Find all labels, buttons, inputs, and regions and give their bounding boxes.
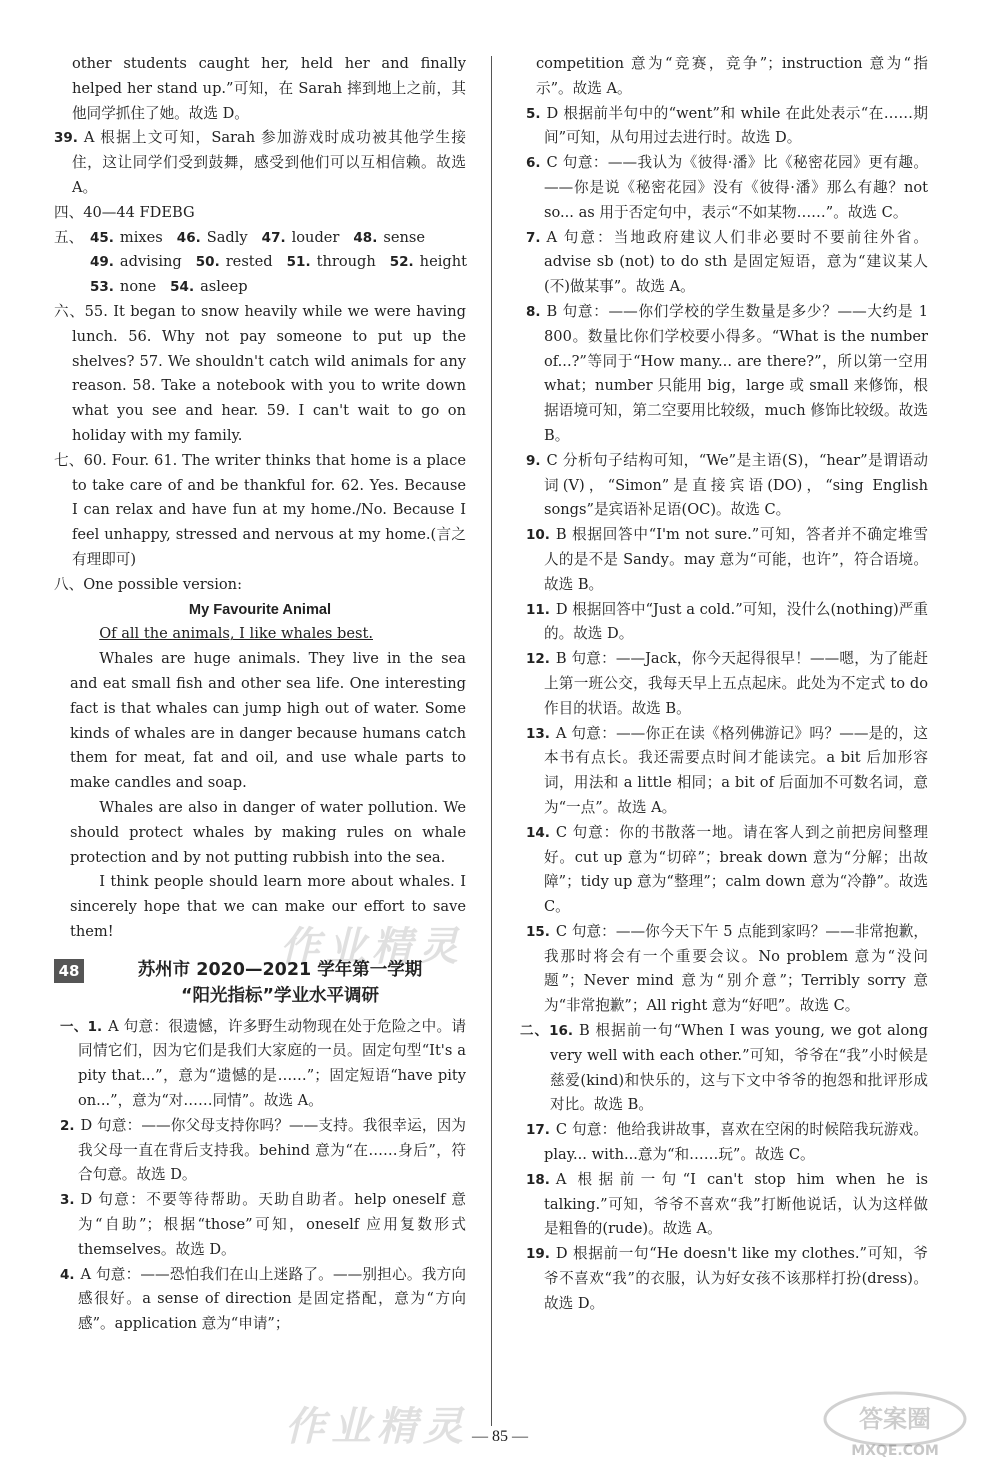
answer-item [520,1242,928,1316]
answer-text: C 分析句子结构可知，“We”是主语(S)，“hear”是谓语动词(V)，“Simon”是直接宾语(DO)，“sing English songs”是宾语补足语(OC)。故选 C。 [544,451,928,519]
question-number: 12. [526,651,550,668]
question-number: 4. [60,1266,75,1283]
question-number: 二、16. [520,1023,574,1040]
section-title-line-2: “阳光指标”学业水平调研 [180,985,379,1006]
answer-item [520,1019,928,1118]
question-number: 18. [526,1171,550,1188]
answer-text: C 句意：他给我讲故事，喜欢在空闲的时候陪我玩游戏。play... with...意为“和……玩”。故选 C。 [544,1121,928,1164]
left-column [54,52,466,1337]
answer-item [520,821,928,920]
question-number: 15. [526,923,550,940]
answer-item [520,1168,928,1242]
answer-text: D 根据前半句中的“went”和 while 在此处表示“在……期间”可知，从句用过去进行时。故选 D。 [544,104,928,147]
answer-list [54,1015,466,1337]
answer-item [520,598,928,648]
question-number: 51. [286,254,311,271]
answer-text: D 句意：不要等待帮助。天助自助者。help oneself 意为“自助”；根据“those”可知，oneself 应用复数形式 themselves。故选 D。 [78,1191,466,1258]
question-number: 2. [60,1117,75,1134]
answer-word: sense [383,228,425,246]
answer-item [520,523,928,597]
answer-word: asleep [200,278,248,296]
answer-item [520,102,928,152]
answer-text: B 根据回答中“I'm not sure.”可知，答者并不确定堆雪人的是不是 Sandy。may 意为“可能，也许”，符合语境。故选 B。 [544,526,928,593]
answer-item [54,1015,466,1114]
text-continuation: other students caught her, held her and finally helped her stand up.”可知，在 Sarah 摔到地上之前，其他同学抓住了她。故选 D。 [72,55,466,122]
answer-text: C 句意：——你今天下午 5 点能到家吗？——非常抱歉，我那时将会有一个重要会议。No problem 意为“没问题”；Never mind 意为“别介意”；Terribly sorry 意为“非常抱歉”；All right 意为“好吧”。故选 C。 [544,922,928,1015]
answer-item [520,722,928,821]
answer-text: A 根据前一句“I can't stop him when he is talking.”可知，爷爷不喜欢“我”打断他说话，认为这样做是粗鲁的(rude)。故选 A。 [544,1170,928,1238]
section-5-row [54,226,466,251]
answer-39: 39. A 根据上文可知，Sarah 参加游戏时成功被其他学生接住，这让同学们受到鼓舞，感受到他们可以互相信赖。故选 A。 [54,129,467,196]
question-number: 48. [353,229,378,246]
answer-list [520,102,928,1317]
answer-text: A 句意：很遗憾，许多野生动物现在处于危险之中。请同情它们，因为它们是我们大家庭的一员。固定句型“It's a pity that...”，意为“遗憾的是……”；固定短语“have pity on...”，意为“对……同情”。故选 A。 [78,1017,466,1110]
section-number-badge: 48 [54,959,84,983]
question-number: 19. [526,1246,550,1263]
question-number: 14. [526,824,550,841]
answer-word: advising [119,253,182,271]
question-number: 50. [195,254,220,271]
section-7-answers: 七、60. Four. 61. The writer thinks that home is a place to take care of and be thankful for. 62. Yes. Because I can relax and have fun at my home./No. Because I feel unhappy, stressed and nervous at my home.(言之有理即可) [54,451,466,568]
answer-text: B 句意：——Jack，你今天起得很早！——嗯，为了能赶上第一班公交，我每天早上五点起床。此处为不定式 to do 作目的状语。故选 B。 [544,650,928,717]
question-number: 17. [526,1122,550,1139]
question-number: 53. [90,279,114,296]
essay-paragraph: I think people should learn more about whales. I sincerely hope that we can make our effort to save them! [70,873,466,940]
section-label: 五、 [54,228,84,246]
answer-text: C 句意：你的书散落一地。请在客人到之前把房间整理好。cut up 意为“切碎”；break down 意为“分解；出故障”；tidy up 意为“整理”；calm down 意为“冷静”。故选 C。 [544,823,928,916]
answer-word: height [419,253,467,271]
answer-text: D 根据前一句“He doesn't like my clothes.”可知，爷爷不喜欢“我”的衣服，认为好女孩不该那样打扮(dress)。故选 D。 [544,1245,928,1312]
essay-paragraph: Whales are huge animals. They live in the sea and eat small fish and other sea life. One interesting fact is that whales can jump high out of water. Some kinds of whales are in danger because humans catch them for meat, fat and oil, and use whale parts to make candles and soap. [70,650,466,792]
answer-item [520,449,928,523]
answer-text: A 句意：——恐怕我们在山上迷路了。——别担心。我方向感很好。a sense of direction 是固定搭配，意为“方向感”。application 意为“申请”； [78,1265,466,1333]
answer-item [54,1114,466,1188]
watermark: 作业精灵 [280,924,464,970]
question-number: 6. [526,155,541,172]
answer-word: louder [291,228,340,246]
answer-item [520,226,928,300]
page-number: — 85 — [472,1428,528,1445]
question-number: 52. [389,254,414,271]
logo-url: MXQE.COM [851,1443,939,1459]
answer-item [54,1263,466,1337]
question-number: 7. [526,229,541,246]
question-number: 13. [526,725,550,742]
answer-text: A 句意：当地政府建议人们非必要时不要前往外省。advise sb (not) to do sth 是固定短语，意为“建议某人(不)做某事”。故选 A。 [544,228,928,296]
answer-item [520,647,928,721]
question-number: 54. [170,279,195,296]
question-number: 9. [526,452,541,469]
question-number: 一、1. [60,1018,103,1035]
watermark: 作业精灵 [285,1404,469,1450]
section-5-answers [54,226,466,300]
answer-text: D 根据回答中“Just a cold.”可知，没什么(nothing)严重的。故选 D。 [544,600,928,643]
answer-word: rested [225,253,273,271]
section-4-answers: 四、40—44 FDEBG [54,203,195,221]
answer-text: C 句意：——我认为《彼得·潘》比《秘密花园》更有趣。——你是说《秘密花园》没有《彼得·潘》那么有趣？not so... as 用于否定句中，表示“不如某物……”。故选 C。 [544,154,928,221]
answer-item [520,300,928,449]
section-5-row [54,250,466,275]
question-number: 49. [90,254,114,271]
question-number: 11. [526,601,550,618]
section-5-row [54,275,466,300]
logo-graphic [820,1389,970,1459]
answer-word: mixes [119,228,163,246]
answer-text: B 句意：——你们学校的学生数量是多少？——大约是 1 800。数量比你们学校要小得多。“What is the number of...?”等同于“How many... are there?”，所以第一空用 what；number 只能用 big，large 或 small 来修饰，根据语境可知，第二空要用比较级，much 修饰比较级。故选 B。 [544,302,928,444]
essay-first-sentence: Of all the animals, I like whales best. [99,625,373,643]
answer-word: through [316,253,376,271]
section-title-line-1: 苏州市 2020—2021 学年第一学期 [137,959,423,980]
answer-item [520,151,928,225]
question-number: 47. [261,229,286,246]
answer-word: none [119,278,157,296]
question-number: 8. [526,303,541,320]
section-8-heading: 八、One possible version: [54,575,243,593]
essay-paragraph: Whales are also in danger of water pollution. We should protect whales by making rules on whale protection and by not putting rubbish into the sea. [70,798,466,866]
question-number: 3. [60,1192,75,1209]
answer-text: D 句意：——你父母支持你吗？——支持。我很幸运，因为我父母一直在背后支持我。behind 意为“在……身后”，符合句意。故选 D。 [78,1116,466,1184]
question-number: 5. [526,105,541,122]
section-6-answers: 六、55. It began to snow heavily while we were having lunch. 56. Why not pay someone to put up the shelves? 57. We shouldn't catch wild animals for any reason. 58. Take a notebook with you to write down what you see and hear. 59. I can't wait to go on holiday with my family. [54,302,466,444]
text-continuation: competition 意为“竞赛，竞争”；instruction 意为“指示”。故选 A。 [536,55,928,97]
question-number: 45. [90,229,114,246]
answer-text: B 根据前一句“When I was young, we got along very well with each other.”可知，爷爷在“我”小时候是慈爱(kind)和快乐的，这与下文中爷爷的抱怨和批评形成对比。故选 B。 [550,1022,928,1114]
logo-text: 答案圈 [859,1405,931,1433]
site-logo [820,1389,970,1459]
answer-text: A 句意：——你正在读《格列佛游记》吗？——是的，这本书有点长。我还需要点时间才能读完。a bit 后加形容词，用法和 a little 相同；a bit of 后面加不可数名词，意为“一点”。故选 A。 [544,724,928,816]
right-column [520,52,928,1317]
column-divider [491,56,492,1426]
answer-item [54,1188,466,1262]
essay-first-line [54,622,466,647]
answer-item [520,1118,928,1168]
question-number: 46. [176,229,201,246]
essay-title: My Favourite Animal [188,601,332,618]
question-number: 10. [526,527,550,544]
answer-item [520,920,928,1019]
answer-word: Sadly [206,228,248,246]
